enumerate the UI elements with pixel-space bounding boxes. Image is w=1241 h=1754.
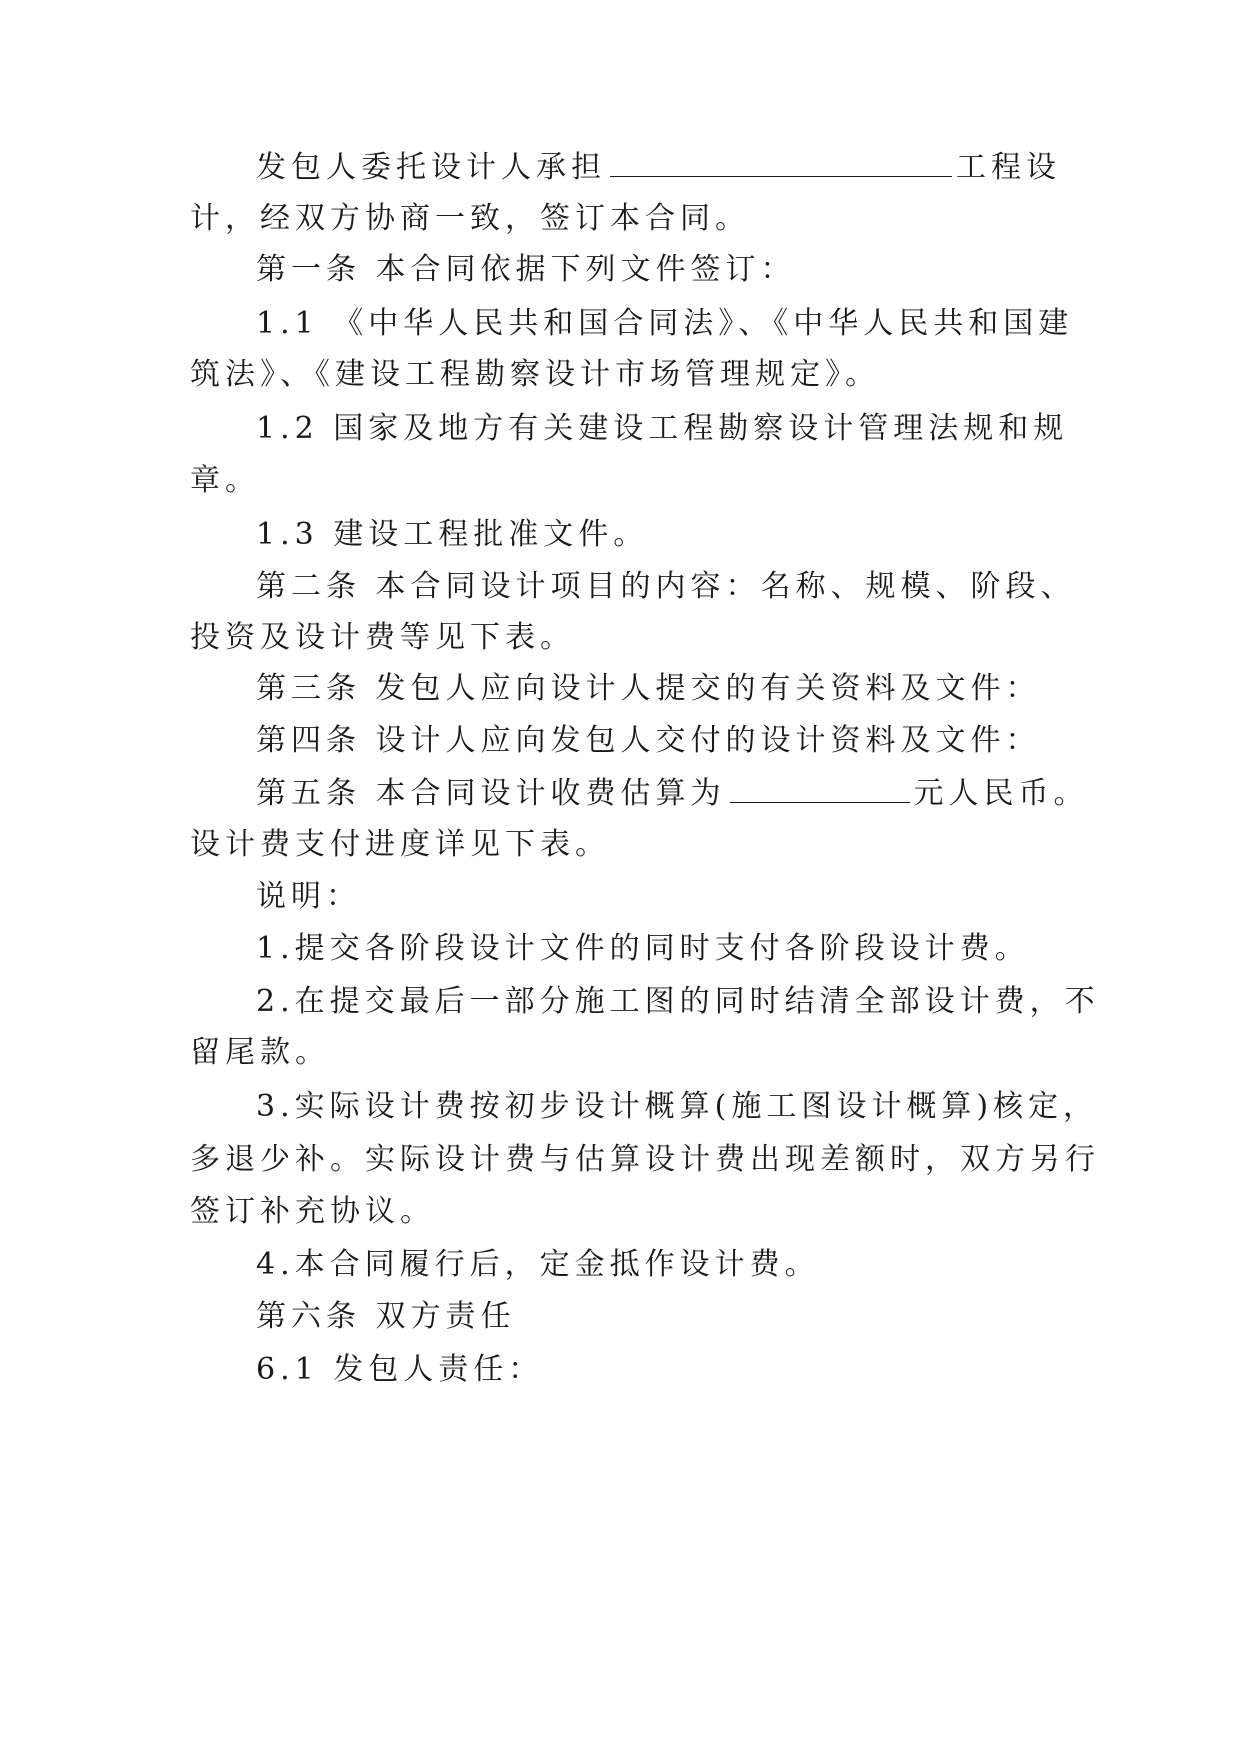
item-1-1-line-1: 1.1 《中华人民共和国合同法》、《中华人民共和国建 (256, 306, 1074, 341)
article-1-heading: 第一条 本合同依据下列文件签订： (256, 252, 796, 287)
article-2-line-2: 投资及设计费等见下表。 (190, 620, 575, 655)
project-name-blank (610, 146, 952, 177)
paragraph-intro-line-1 (256, 146, 1061, 190)
article-5-text-start: 第五条 本合同设计收费估算为 (256, 776, 726, 811)
note-2-line-1: 2.在提交最后一部分施工图的同时结清全部设计费，不 (256, 984, 1100, 1019)
note-2-line-2: 留尾款。 (190, 1035, 330, 1070)
article-4: 第四条 设计人应向发包人交付的设计资料及文件： (256, 723, 1041, 758)
article-5-line-2: 设计费支付进度详见下表。 (190, 827, 610, 862)
item-1-2-line-2: 章。 (190, 463, 260, 498)
article-6-heading: 第六条 双方责任 (256, 1299, 516, 1334)
item-1-2-line-1: 1.2 国家及地方有关建设工程勘察设计管理法规和规 (256, 411, 1069, 446)
paragraph-intro-line-2: 计，经双方协商一致，签订本合同。 (190, 201, 750, 236)
article-2-line-1: 第二条 本合同设计项目的内容：名称、规模、阶段、 (256, 569, 1076, 604)
note-3-line-1: 3.实际设计费按初步设计概算(施工图设计概算)核定， (256, 1089, 1099, 1124)
note-4: 4.本合同履行后，定金抵作设计费。 (256, 1247, 820, 1282)
item-1-1-line-2: 筑法》、《建设工程勘察设计市场管理规定》。 (190, 357, 880, 392)
article-3: 第三条 发包人应向设计人提交的有关资料及文件： (256, 671, 1041, 706)
intro-text-start: 发包人委托设计人承担 (256, 150, 606, 185)
intro-text-end: 工程设 (956, 150, 1061, 185)
note-3-line-3: 签订补充协议。 (190, 1194, 435, 1229)
item-1-3: 1.3 建设工程批准文件。 (256, 517, 649, 552)
article-5-text-end: 元人民币。 (913, 776, 1089, 811)
note-1: 1.提交各阶段设计文件的同时支付各阶段设计费。 (256, 931, 1030, 966)
fee-amount-blank (730, 772, 910, 803)
item-6-1: 6.1 发包人责任： (256, 1352, 544, 1387)
note-3-line-2: 多退少补。实际设计费与估算设计费出现差额时，双方另行 (190, 1142, 1100, 1177)
article-5-line-1 (256, 772, 1089, 816)
note-title: 说明： (256, 879, 361, 914)
